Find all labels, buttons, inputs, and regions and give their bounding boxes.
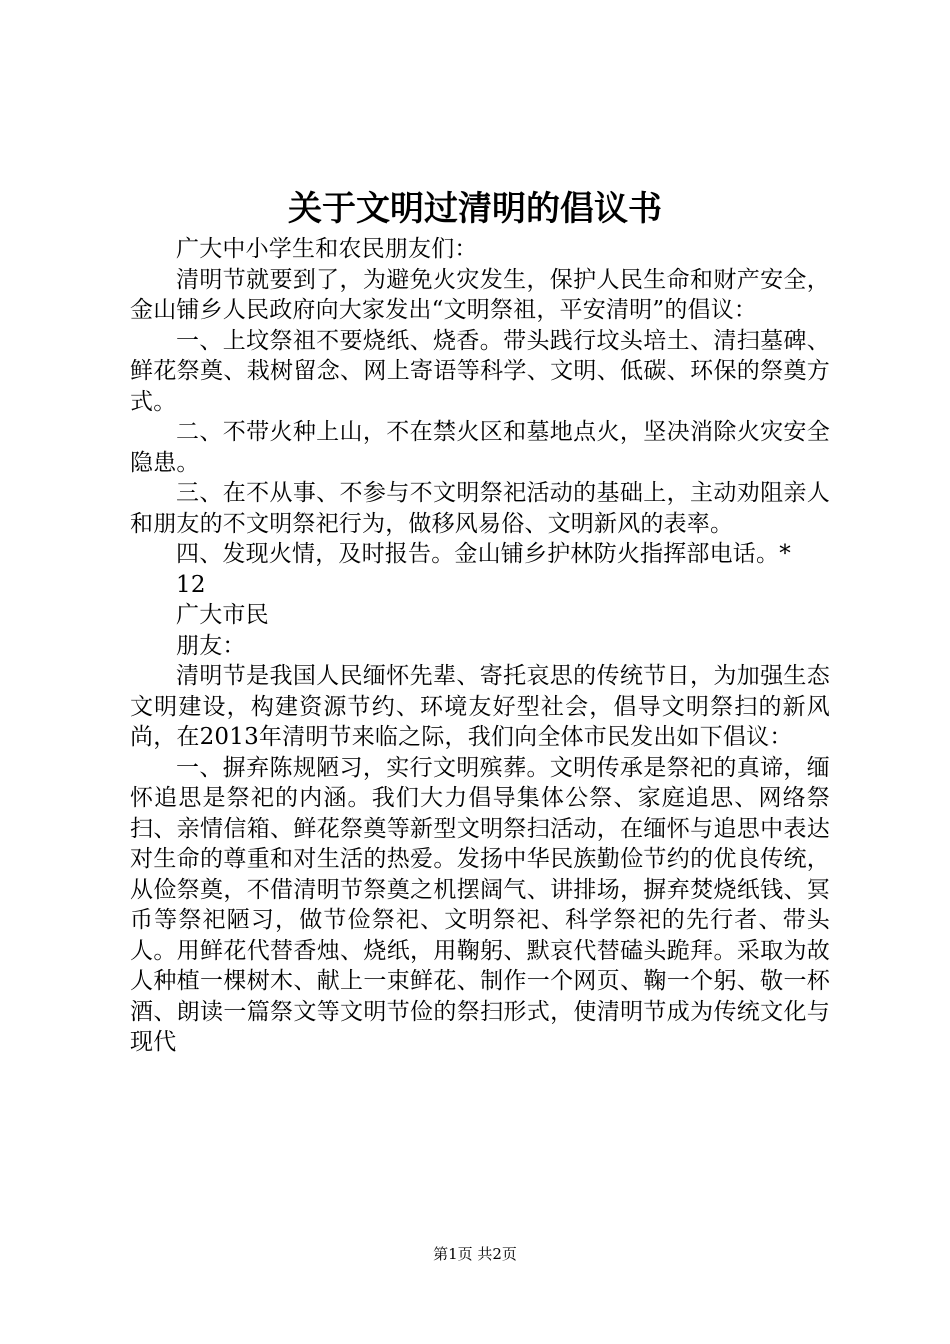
intro-paragraph: 清明节就要到了，为避免火灾发生，保护人民生命和财产安全，金山铺乡人民政府向大家发出“文明祭祖，平安清明”的倡议： — [130, 266, 830, 323]
salutation-paragraph: 广大中小学生和农民朋友们： — [176, 236, 478, 262]
document-body — [130, 234, 830, 1058]
second-proposal-item-1: 一、摒弃陈规陋习，实行文明殡葬。文明传承是祭祀的真谛，缅怀追思是祭祀的内涵。我们大力倡导集体公祭、家庭追思、网络祭扫、亲情信箱、鲜花祭奠等新型文明祭扫活动，在缅怀与追思中表达对生命的尊重和对生活的热爱。发扬中华民族勤俭节约的优良传统，从俭祭奠，不借清明节祭奠之机摆阔气、讲排场，摒弃焚烧纸钱、冥币等祭祀陋习，做节俭祭祀、文明祭祀、科学祭祀的先行者、带头人。用鲜花代替香烛、烧纸，用鞠躬、默哀代替磕头跪拜。采取为故人种植一棵树木、献上一束鲜花、制作一个网页、鞠一个躬、敬一杯酒、朗读一篇祭文等文明节俭的祭扫形式，使清明节成为传统文化与现代 — [130, 754, 830, 1055]
proposal-item-2: 二、不带火种上山，不在禁火区和墓地点火，坚决消除火灾安全隐患。 — [130, 419, 830, 476]
second-intro-paragraph: 清明节是我国人民缅怀先辈、寄托哀思的传统节日，为加强生态文明建设，构建资源节约、环境友好型社会，倡导文明祭扫的新风尚，在2013年清明节来临之际，我们向全体市民发出如下倡议： — [130, 663, 830, 750]
proposal-item-4: 四、发现火情，及时报告。金山铺乡护林防火指挥部电话。* — [176, 541, 791, 567]
proposal-item-1: 一、上坟祭祖不要烧纸、烧香。带头践行坟头培土、清扫墓碑、鲜花祭奠、栽树留念、网上寄语等科学、文明、低碳、环保的祭奠方式。 — [130, 327, 830, 415]
number-line: 12 — [176, 571, 206, 598]
page-number-footer: 第1页 共2页 — [433, 1245, 517, 1263]
document-title: 关于文明过清明的倡议书 — [288, 189, 662, 229]
second-salutation-line-1: 广大市民 — [176, 602, 269, 628]
proposal-item-3: 三、在不从事、不参与不文明祭祀活动的基础上，主动劝阻亲人和朋友的不文明祭祀行为，做移风易俗、文明新风的表率。 — [130, 480, 830, 537]
second-salutation-line-2: 朋友： — [176, 632, 246, 659]
